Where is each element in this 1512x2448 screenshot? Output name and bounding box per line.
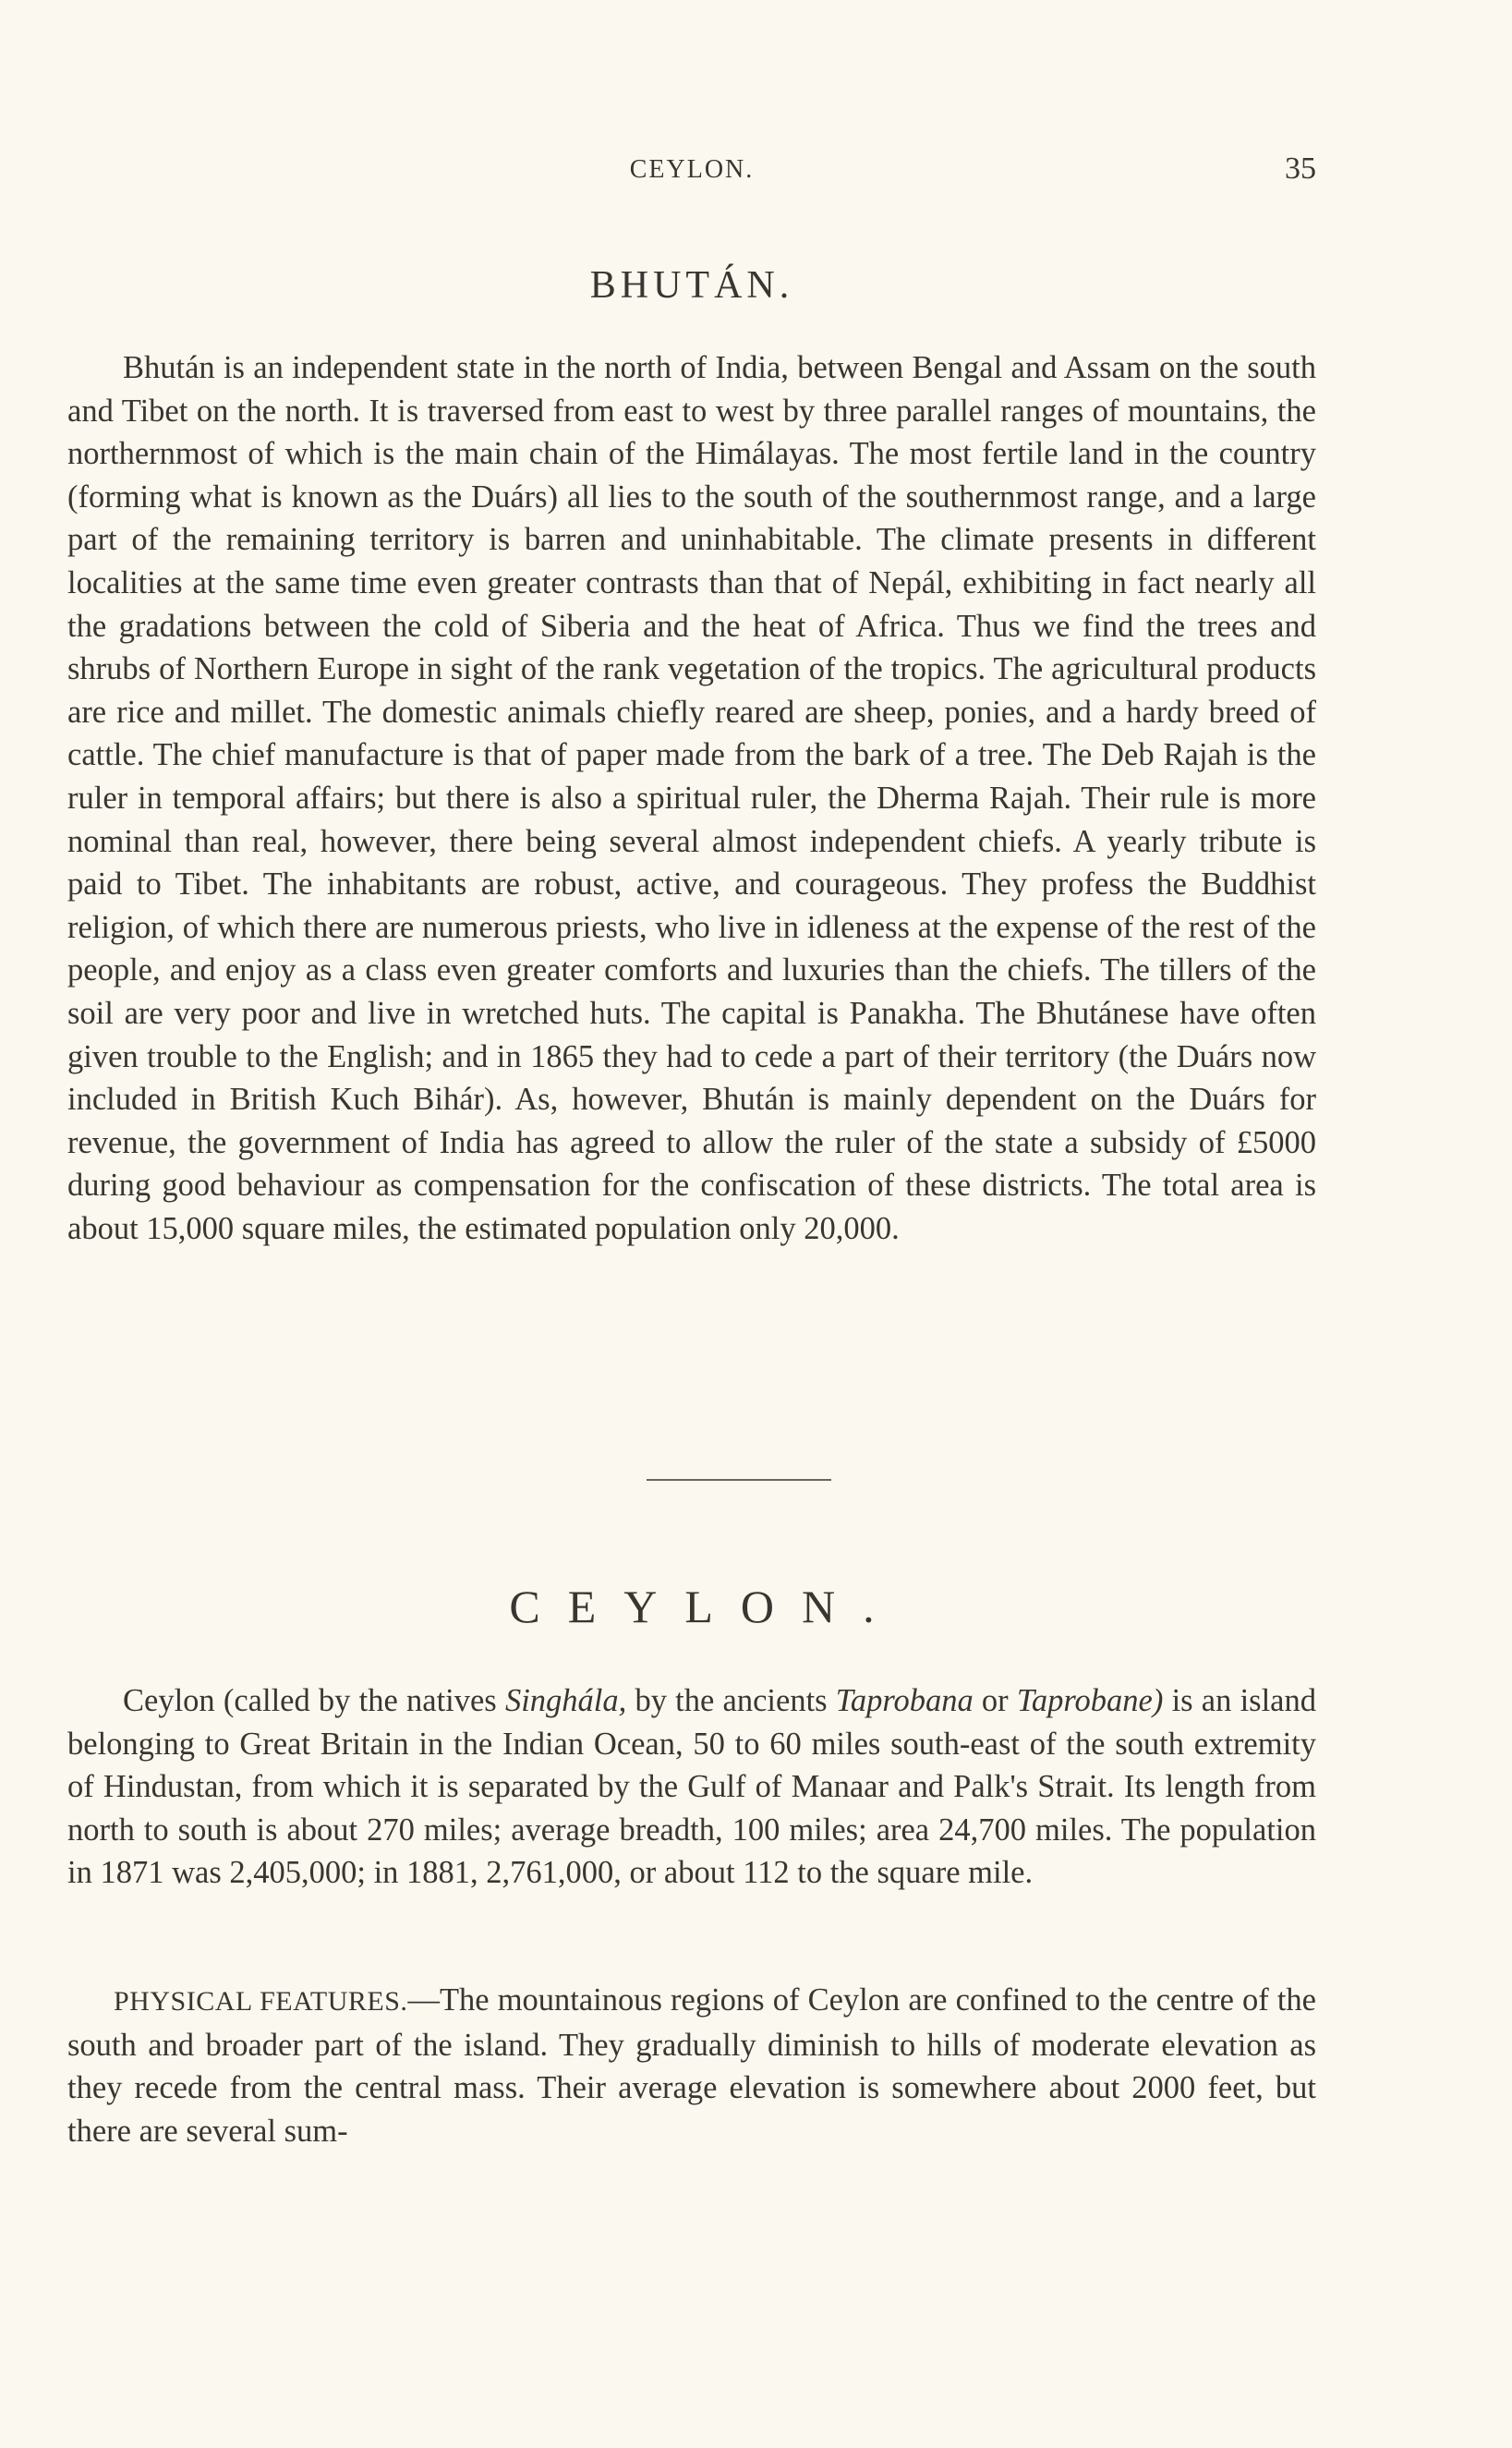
intro-italic-taprobana: Taprobana [835, 1683, 974, 1718]
section-heading-bhutan: BHUTÁN. [589, 264, 794, 307]
bhutan-paragraph: Bhután is an independent state in the north of India, between Bengal and Assam on the south and Tibet on the north. It is traversed from east to west by three parallel ranges of mountains, the northernmost of which is the main chain of the Himálayas. The most fertile land in the country (forming what is known as the Duárs) all lies to the south of the southernmost range, and a large part of the remaining territory is barren and uninhabitable. The climate presents in different localities at the same time even greater contrasts than that of Nepál, exhibiting in fact nearly all the gradations between the cold of Siberia and the heat of Africa. Thus we find the trees and shrubs of Northern Europe in sight of the rank vegetation of the tropics. The agricultural products are rice and millet. The domestic animals chiefly reared are sheep, ponies, and a hardy breed of cattle. The chief manufacture is that of paper made from the bark of a tree. The Deb Rajah is the ruler in temporal affairs; but there is also a spiritual ruler, the Dherma Rajah. Their rule is more nominal than real, however, there being several almost independent chiefs. A yearly tribute is paid to Tibet. The inhabitants are robust, active, and courageous. They profess the Buddhist religion, of which there are numerous priests, who live in idleness at the expense of the rest of the people, and enjoy as a class even greater comforts and luxuries than the chiefs. The tillers of the soil are very poor and live in wretched huts. The capital is Panakha. The Bhutánese have often given trouble to the English; and in 1865 they had to cede a part of their territory (the Duárs now included in British Kuch Bihár). As, however, Bhután is mainly dependent on the Duárs for revenue, the government of India has agreed to allow the ruler of the state a subsidy of £5000 during good behaviour as compensation for the confiscation of these districts. The total area is about 15,000 square miles, the estimated population only 20,000. [67, 350, 1316, 1246]
physical-features-label: PHYSICAL FEATURES. [114, 1986, 408, 2017]
intro-italic-singhala: Singhála, [504, 1683, 627, 1718]
running-head [67, 151, 1316, 192]
ceylon-intro-paragraph [67, 1679, 1316, 1895]
running-title: CEYLON. [629, 155, 755, 184]
physical-features-paragraph [67, 1979, 1316, 2152]
section-divider [647, 1479, 831, 1481]
intro-text-2: by the ancients [626, 1683, 836, 1718]
intro-text-1: Ceylon (called by the natives [123, 1683, 505, 1718]
intro-text-4: is an island belonging to Great Britain in the Indian Ocean, 50 to 60 miles south-east of the south extremity of Hindustan, from which it is separated by the Gulf of Manaar and Palk's Strait. Its length from north to south is about 270 miles; average breadth, 100 miles; area 24,700 miles. The population in 1871 was 2,405,000; in 1881, 2,761,000, or about 112 to the square mile. [67, 1683, 1316, 1891]
intro-text-3: or [973, 1683, 1017, 1718]
page-number: 35 [1285, 151, 1316, 186]
intro-italic-taprobane: Taprobane) [1016, 1683, 1164, 1718]
physical-features-text: —The mountainous regions of Ceylon are confined to the centre of the south and broader part of the island. They gradually diminish to hills of moderate elevation as they recede from the central mass. Their average elevation is somewhere about 2000 feet, but there are several sum- [67, 1982, 1316, 2149]
section-heading-ceylon: CEYLON. [509, 1581, 902, 1632]
